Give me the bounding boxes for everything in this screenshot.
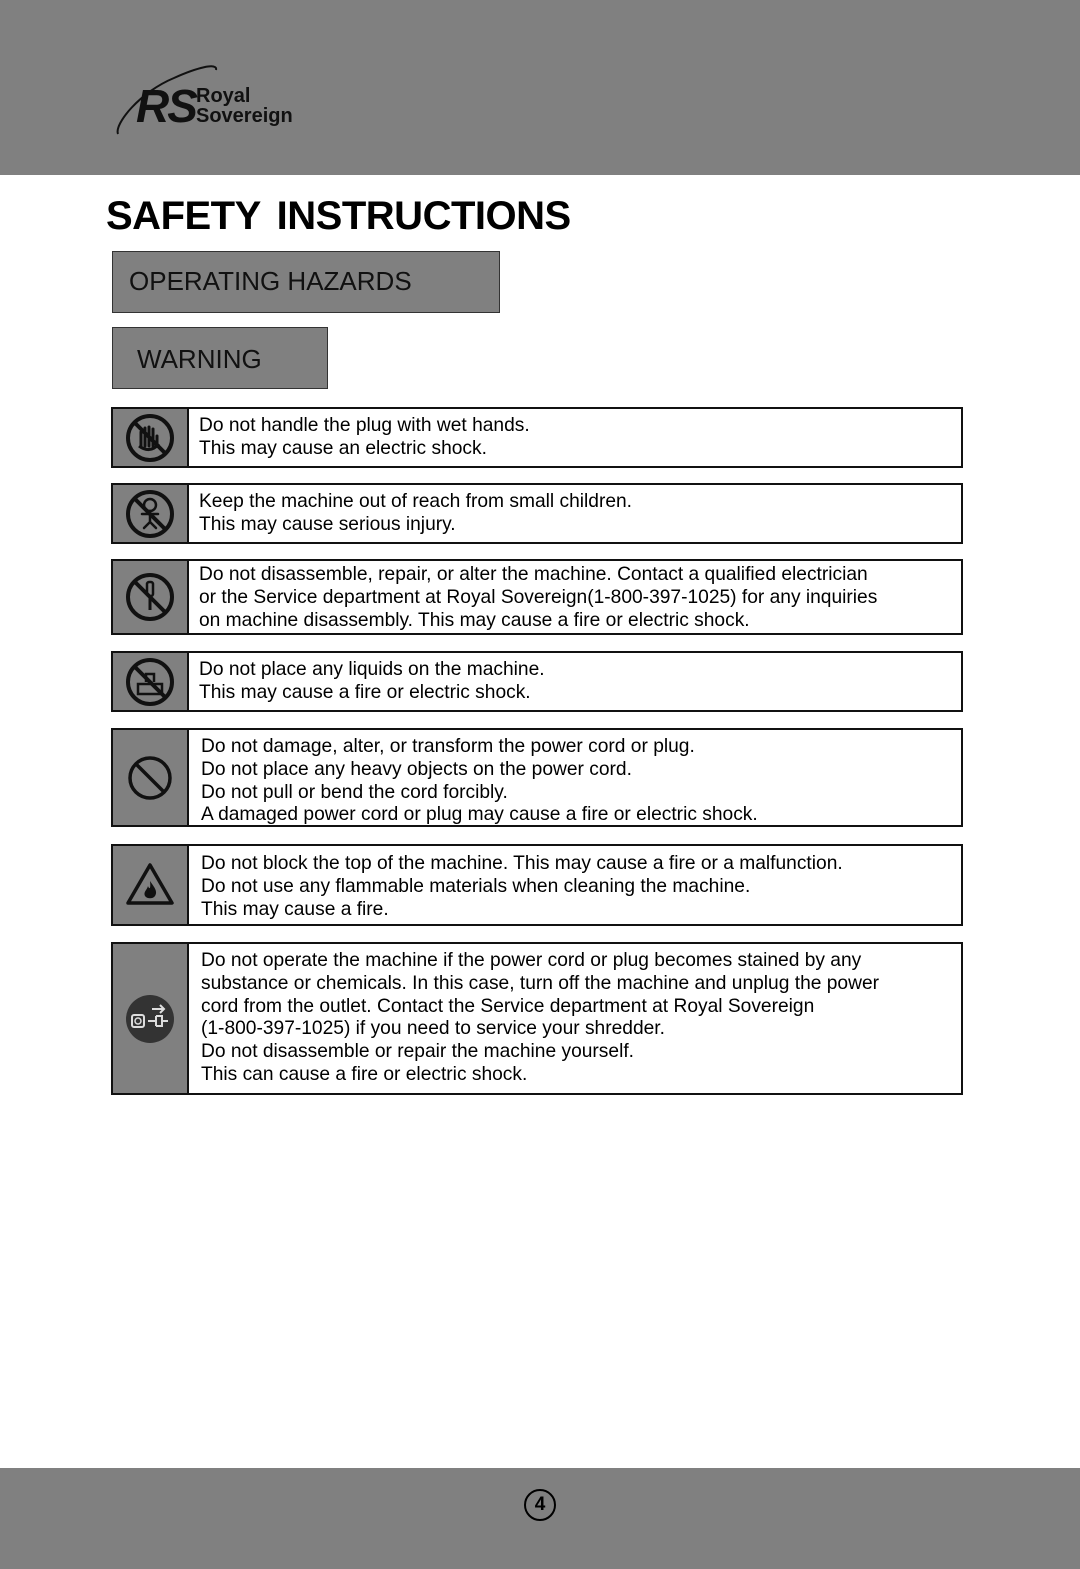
warning-text: Do not place any liquids on the machine. This may cause a fire or electric shock.	[199, 659, 545, 703]
svg-text:RS: RS	[136, 80, 196, 132]
warning-text: Do not block the top of the machine. This may cause a fire or a malfunction. Do not use any flammable materials when cleaning the machine. This may cause a fire.	[201, 853, 843, 920]
page-header	[0, 0, 1080, 175]
warning-row	[111, 651, 963, 712]
page-number: 4	[524, 1489, 556, 1521]
page-title: SAFETY INSTRUCTIONS	[106, 194, 571, 238]
warning-row	[111, 942, 963, 1095]
svg-text:Royal: Royal	[196, 85, 251, 107]
warning-row	[111, 728, 963, 827]
svg-text:Sovereign: Sovereign	[196, 105, 293, 127]
warning-label: WARNING	[112, 327, 328, 389]
logo-icon	[112, 58, 322, 142]
warning-text: Do not disassemble, repair, or alter the machine. Contact a qualified electrician or the Service department at Royal Sovereign(1-800-397-1025) for any inquiries on machine disassembly. This may cause a fire or electric shock.	[199, 564, 878, 631]
royal-sovereign-logo	[112, 58, 322, 142]
warning-text: Do not handle the plug with wet hands. This may cause an electric shock.	[199, 415, 530, 459]
operating-hazards-label: OPERATING HAZARDS	[112, 251, 500, 313]
warning-row	[111, 407, 963, 468]
unplug-icon	[124, 993, 176, 1045]
warning-text: Do not operate the machine if the power cord or plug becomes stained by any substance or chemicals. In this case, turn off the machine and unplug the power cord from the outlet. Contact the Service department at Royal Sovereign (1-800-397-1025) if you need to service your shredder. Do not disassemble or repair the machine yourself. This can cause a fire or electric shock.	[201, 950, 879, 1085]
fire-hazard-icon	[124, 859, 176, 911]
no-liquids-icon	[124, 656, 176, 708]
prohibited-icon	[124, 752, 176, 804]
no-children-icon	[124, 488, 176, 540]
warning-row	[111, 844, 963, 926]
warning-row	[111, 483, 963, 544]
warning-text: Keep the machine out of reach from small children. This may cause serious injury.	[199, 491, 633, 535]
warning-row	[111, 559, 963, 635]
no-wet-hands-icon	[124, 412, 176, 464]
warning-text: Do not damage, alter, or transform the power cord or plug. Do not place any heavy objects on the power cord. Do not pull or bend the cord forcibly. A damaged power cord or plug may cause a fire or electric shock.	[201, 736, 758, 826]
no-disassembly-icon	[124, 571, 176, 623]
